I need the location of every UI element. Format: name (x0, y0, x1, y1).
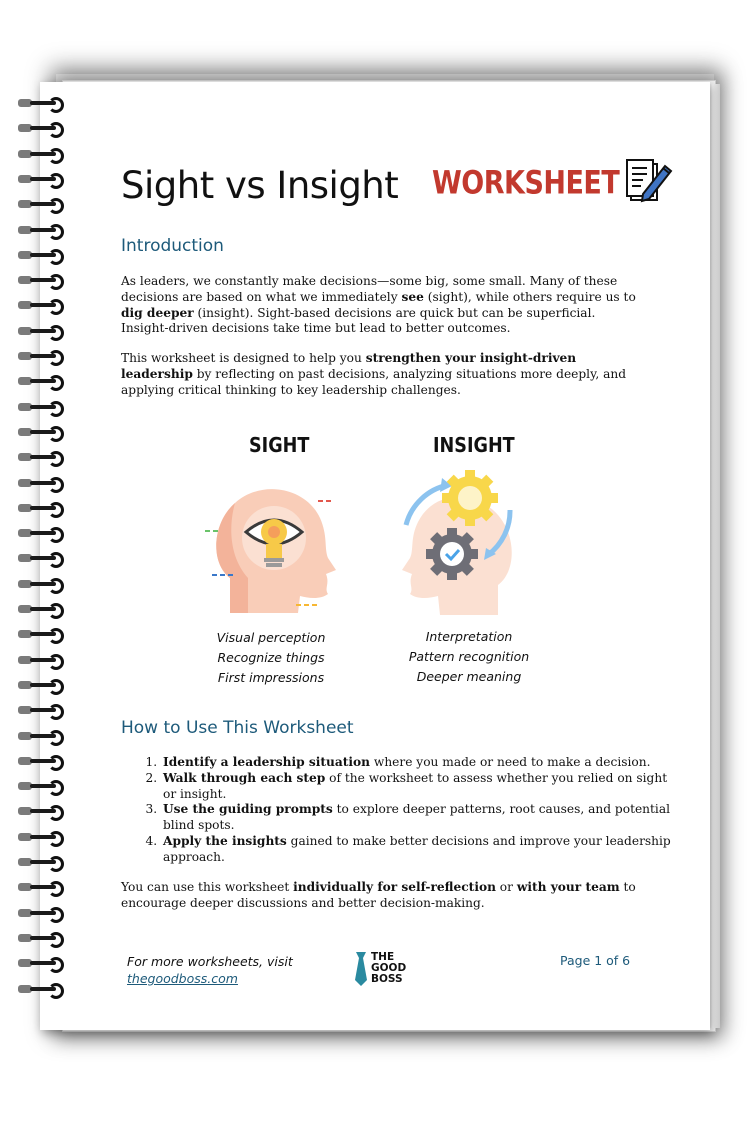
tie-icon (354, 952, 368, 986)
spiral-binding (18, 96, 68, 1016)
spiral-coil (18, 678, 62, 692)
spiral-coil (18, 501, 62, 515)
spiral-coil (18, 855, 62, 869)
step-item: 2. Walk through each step of the worksheet to assess whether you relied on sight or insight. (161, 771, 681, 803)
spiral-coil (18, 830, 62, 844)
page-title: Sight vs Insight (121, 164, 399, 207)
spiral-coil (18, 400, 62, 414)
sight-title: SIGHT (249, 433, 310, 457)
insight-list (379, 627, 559, 687)
brand-logo (354, 952, 406, 986)
footer-link[interactable]: thegoodboss.com (127, 971, 238, 986)
spiral-coil (18, 248, 62, 262)
spiral-coil (18, 754, 62, 768)
footer-more (127, 953, 293, 987)
worksheet-badge-label: WORKSHEET (432, 164, 620, 202)
intro-paragraph-2: This worksheet is designed to help you strengthen your insight-driven leadership by reflecting on past decisions, analyzing situations more deeply, and applying critical thinking to key leadership challenges. (121, 351, 627, 397)
spiral-coil (18, 577, 62, 591)
brand-line: THE (371, 951, 395, 963)
spiral-coil (18, 349, 62, 363)
spiral-coil (18, 197, 62, 211)
spiral-coil (18, 96, 62, 110)
spiral-coil (18, 779, 62, 793)
brand-line: BOSS (371, 973, 403, 985)
brand-name (371, 952, 406, 985)
spiral-coil (18, 982, 62, 996)
sight-item: Recognize things (217, 650, 325, 665)
spiral-coil (18, 298, 62, 312)
step-item: 3. Use the guiding prompts to explore deeper patterns, root causes, and potential blind spots. (161, 802, 681, 834)
spiral-coil (18, 906, 62, 920)
spiral-coil (18, 956, 62, 970)
closing-paragraph: You can use this worksheet individually for self-reflection or with your team to encourage deeper discussions and better decision-making. (121, 880, 636, 910)
spiral-coil (18, 223, 62, 237)
brand-line: GOOD (371, 962, 407, 974)
spiral-coil (18, 121, 62, 135)
insight-head-illustration (388, 470, 528, 620)
footer-more-text: For more worksheets, visit (127, 954, 293, 969)
spiral-coil (18, 627, 62, 641)
spiral-coil (18, 147, 62, 161)
spiral-coil (18, 602, 62, 616)
step-item: 4. Apply the insights gained to make better decisions and improve your leadership approach. (161, 834, 681, 866)
spiral-coil (18, 804, 62, 818)
page-number: Page 1 of 6 (560, 953, 631, 968)
spiral-coil (18, 931, 62, 945)
sight-dash-decor (202, 495, 342, 610)
spiral-coil (18, 729, 62, 743)
spiral-coil (18, 476, 62, 490)
worksheet-badge (432, 158, 673, 208)
steps-list (121, 755, 681, 866)
spiral-coil (18, 551, 62, 565)
spiral-coil (18, 880, 62, 894)
insight-item: Pattern recognition (408, 649, 530, 664)
document-pen-icon (625, 158, 673, 208)
spiral-coil (18, 172, 62, 186)
spiral-coil (18, 425, 62, 439)
intro-heading: Introduction (121, 236, 224, 256)
insight-item: Interpretation (425, 629, 513, 644)
spiral-coil (18, 653, 62, 667)
spiral-coil (18, 273, 62, 287)
sight-item: Visual perception (216, 630, 326, 645)
spiral-coil (18, 703, 62, 717)
insight-title: INSIGHT (433, 433, 515, 457)
howto-heading: How to Use This Worksheet (121, 718, 354, 738)
spiral-coil (18, 374, 62, 388)
sight-item: First impressions (217, 670, 325, 685)
intro-paragraph-1: As leaders, we constantly make decisions—some big, some small. Many of these decisions are based on what we immediately see (sight), while others require us to dig deeper (insight). Sight-based decisions are quick but can be superficial. Insight-driven decisions take time but lead to better outcomes. (121, 274, 636, 336)
step-item: 1. Identify a leadership situation where you made or need to make a decision. (161, 755, 681, 771)
spiral-coil (18, 324, 62, 338)
insight-item: Deeper meaning (416, 669, 522, 684)
spiral-coil (18, 526, 62, 540)
spiral-coil (18, 450, 62, 464)
sight-list (181, 628, 361, 688)
